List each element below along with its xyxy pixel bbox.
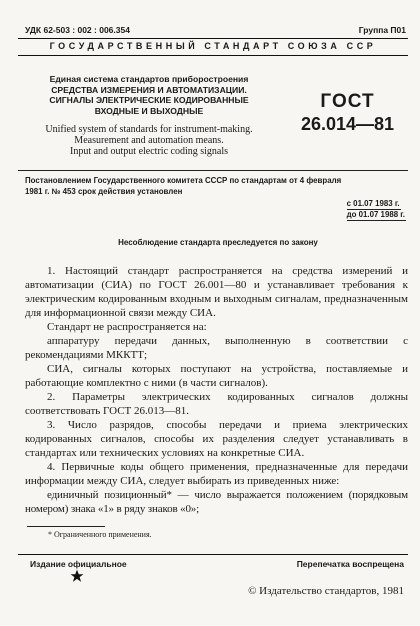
title-en-line: Measurement and automation means. <box>74 135 224 146</box>
title-russian <box>25 74 273 116</box>
body-text <box>25 264 408 516</box>
validity-dates <box>347 199 406 221</box>
udk-code: УДК 62-503 : 002 : 006.354 <box>25 25 130 35</box>
date-from: с 01.07 1983 г. <box>347 199 401 210</box>
section-rule <box>18 170 408 171</box>
gost-designation <box>290 91 405 135</box>
paragraph: Стандарт не распространяется на: <box>47 321 207 333</box>
title-ru-line: ВХОДНЫЕ И ВЫХОДНЫЕ <box>94 105 204 116</box>
footnote: * Ограниченного применения. <box>48 530 152 539</box>
title-en-line: Input and output electric coding signals <box>69 146 229 157</box>
title-ru-line: СРЕДСТВА ИЗМЕРЕНИЯ И АВТОМАТИЗАЦИИ. <box>51 84 247 95</box>
group-code: Группа П01 <box>358 25 406 35</box>
banner-rule <box>18 55 408 56</box>
title-ru-line: СИГНАЛЫ ЭЛЕКТРИЧЕСКИЕ КОДИРОВАННЫЕ <box>49 95 249 105</box>
footer-rule <box>18 554 408 555</box>
decree-line: Постановлением Государственного комитета СССР по стандартам от 4 февраля <box>25 176 342 185</box>
paragraph: 3. Число разрядов, способы передачи и приема электрических кодированных сигналов, способы их разделения следует устанавливать в стандартах или технических условиях на конкретные СИА. <box>25 419 408 459</box>
decree-text <box>25 176 411 197</box>
noncompliance-notice: Несоблюдение стандарта преследуется по закону <box>118 238 318 247</box>
paragraph: СИА, сигналы которых поступают на устройства, поставляемые и работающие комплектно с ними (в части сигналов). <box>25 363 408 389</box>
gost-label: ГОСТ <box>320 91 375 112</box>
title-ru-line: Единая система стандартов приборостроения <box>49 74 249 84</box>
top-rule <box>18 38 408 39</box>
title-en-line: Unified system of standards for instrument-making. <box>45 124 253 135</box>
gost-number: 26.014—81 <box>300 114 395 134</box>
paragraph: 1. Настоящий стандарт распространяется на средства измерений и автоматизации (СИА) по ГОСТ 26.001—80 и устанавливает требования к электрическим кодированным входным и выходным сигналам, предназначенным для информационной связи между СИА. <box>25 265 408 319</box>
paragraph: единичный позиционный* — число выражается положением (порядковым номером) знака «1» в ряду знаков «0»; <box>25 489 408 515</box>
paragraph: аппаратуру передачи данных, выполненную в соответствии с рекомендациями МККТТ; <box>25 335 408 361</box>
star-icon <box>70 569 84 583</box>
reprint-prohibited: Перепечатка воспрещена <box>296 559 404 569</box>
date-to: до 01.07 1988 г. <box>347 210 406 221</box>
paragraph: 4. Первичные коды общего применения, предназначенные для передачи информации между СИА, следует выбирать из приведенных ниже: <box>25 461 408 487</box>
standard-banner: ГОСУДАРСТВЕННЫЙ СТАНДАРТ СОЮЗА ССР <box>49 41 377 51</box>
title-english <box>25 124 273 157</box>
paragraph: 2. Параметры электрических кодированных сигналов должны соответствовать ГОСТ 26.013—81. <box>25 391 408 417</box>
decree-line: 1981 г. № 453 срок действия установлен <box>25 186 183 196</box>
copyright: © Издательство стандартов, 1981 <box>248 585 404 597</box>
footnote-rule <box>27 526 105 527</box>
official-edition: Издание официальное <box>30 559 127 569</box>
